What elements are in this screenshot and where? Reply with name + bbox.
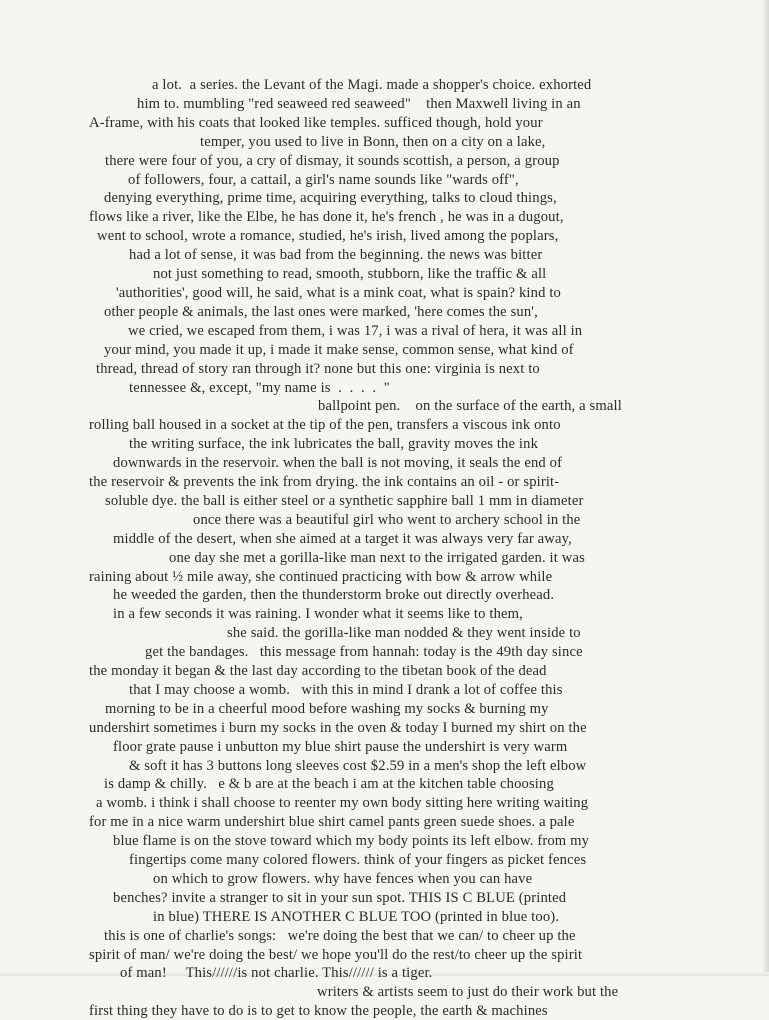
poem-line: rolling ball housed in a socket at the tip of the pen, transfers a viscous ink onto — [89, 417, 561, 433]
poem-line: a lot. a series. the Levant of the Magi. made a shopper's choice. exhorted — [152, 77, 592, 93]
poem-line: benches? invite a stranger to sit in your sun spot. THIS IS C BLUE (printed — [113, 890, 567, 906]
poem-line: middle of the desert, when she aimed at a target it was always very far away, — [113, 531, 572, 547]
poem-line: floor grate pause i unbutton my blue shirt pause the undershirt is very warm — [113, 739, 568, 755]
poem-line: get the bandages. this message from hannah: today is the 49th day since — [145, 644, 583, 660]
poem-line: one day she met a gorilla-like man next to the irrigated garden. it was — [169, 550, 585, 566]
poem-line: not just something to read, smooth, stubborn, like the traffic & all — [153, 266, 547, 282]
poem-line: flows like a river, like the Elbe, he has done it, he's french , he was in a dugout, — [89, 209, 564, 225]
poem-line: soluble dye. the ball is either steel or a synthetic sapphire ball 1 mm in diameter — [105, 493, 584, 509]
poem-line: is damp & chilly. e & b are at the beach i am at the kitchen table choosing — [104, 776, 554, 792]
poem-line: had a lot of sense, it was bad from the beginning. the news was bitter — [129, 247, 543, 263]
poem-line: ballpoint pen. on the surface of the earth, a small — [318, 398, 622, 414]
poem-line: spirit of man/ we're doing the best/ we hope you'll do the rest/to cheer up the spirit — [89, 947, 583, 963]
poem-line: him to. mumbling "red seaweed red seaweed" then Maxwell living in an — [137, 96, 581, 112]
poem-line: fingertips come many colored flowers. think of your fingers as picket fences — [129, 852, 587, 868]
poem-line: of man! This//////is not charlie. This////// is a tiger. — [120, 965, 433, 981]
poem-line: that I may choose a womb. with this in mind I drank a lot of coffee this — [129, 682, 563, 698]
poem-line: the monday it began & the last day according to the tibetan book of the dead — [89, 663, 547, 679]
poem-line: she said. the gorilla-like man nodded & they went inside to — [227, 625, 581, 641]
poem-line: writers & artists seem to just do their work but the — [317, 984, 619, 1000]
poem-line: other people & animals, the last ones were marked, 'here comes the sun', — [104, 304, 538, 320]
poem-line: undershirt sometimes i burn my socks in the oven & today I burned my shirt on the — [89, 720, 587, 736]
poem-line: the writing surface, the ink lubricates the ball, gravity moves the ink — [129, 436, 539, 452]
poem-line: & soft it has 3 buttons long sleeves cost $2.59 in a men's shop the left elbow — [129, 758, 587, 774]
poem-line: denying everything, prime time, acquiring everything, talks to cloud things, — [104, 190, 557, 206]
poem-line: in a few seconds it was raining. I wonder what it seems like to them, — [113, 606, 523, 622]
poem-line: temper, you used to live in Bonn, then on a city on a lake, — [200, 134, 546, 150]
poem-line: A-frame, with his coats that looked like temples. sufficed though, hold your — [89, 115, 543, 131]
poem-line: a womb. i think i shall choose to reenter my own body sitting here writing waiting — [96, 795, 589, 811]
poem-line: 'authorities', good will, he said, what is a mink coat, what is spain? kind to — [116, 285, 561, 301]
poem-line: on which to grow flowers. why have fences when you can have — [153, 871, 533, 887]
poem-line: once there was a beautiful girl who went to archery school in the — [193, 512, 581, 528]
poem-line: the reservoir & prevents the ink from drying. the ink contains an oil - or spirit- — [89, 474, 560, 490]
poem-line: blue flame is on the stove toward which my body points its left elbow. from my — [113, 833, 590, 849]
poem-line: thread, thread of story ran through it? none but this one: virginia is next to — [96, 361, 540, 377]
poem-line: downwards in the reservoir. when the ball is not moving, it seals the end of — [113, 455, 563, 471]
poem-line: morning to be in a cheerful mood before washing my socks & burning my — [105, 701, 549, 717]
poem-line: tennessee &, except, "my name is . . . . " — [129, 380, 390, 396]
poem-line: for me in a nice warm undershirt blue shirt camel pants green suede shoes. a pale — [89, 814, 575, 830]
poem-line: this is one of charlie's songs: we're doing the best that we can/ to cheer up the — [104, 928, 576, 944]
poem-line: of followers, four, a cattail, a girl's name sounds like "wards off", — [128, 172, 519, 188]
poem-line: your mind, you made it up, i made it make sense, common sense, what kind of — [104, 342, 574, 358]
poem-line: in blue) THERE IS ANOTHER C BLUE TOO (printed in blue too). — [153, 909, 560, 925]
poem-line: we cried, we escaped from them, i was 17, i was a rival of hera, it was all in — [128, 323, 583, 339]
poem-line: there were four of you, a cry of dismay, it sounds scottish, a person, a group — [105, 153, 560, 169]
poem-line: first thing they have to do is to get to know the people, the earth & machines — [89, 1003, 548, 1019]
poem-line: he weeded the garden, then the thunderstorm broke out directly overhead. — [113, 587, 555, 603]
poem-line: raining about ½ mile away, she continued practicing with bow & arrow while — [89, 569, 553, 585]
poem-line: went to school, wrote a romance, studied, he's irish, lived among the poplars, — [97, 228, 559, 244]
page-edge — [763, 0, 769, 976]
